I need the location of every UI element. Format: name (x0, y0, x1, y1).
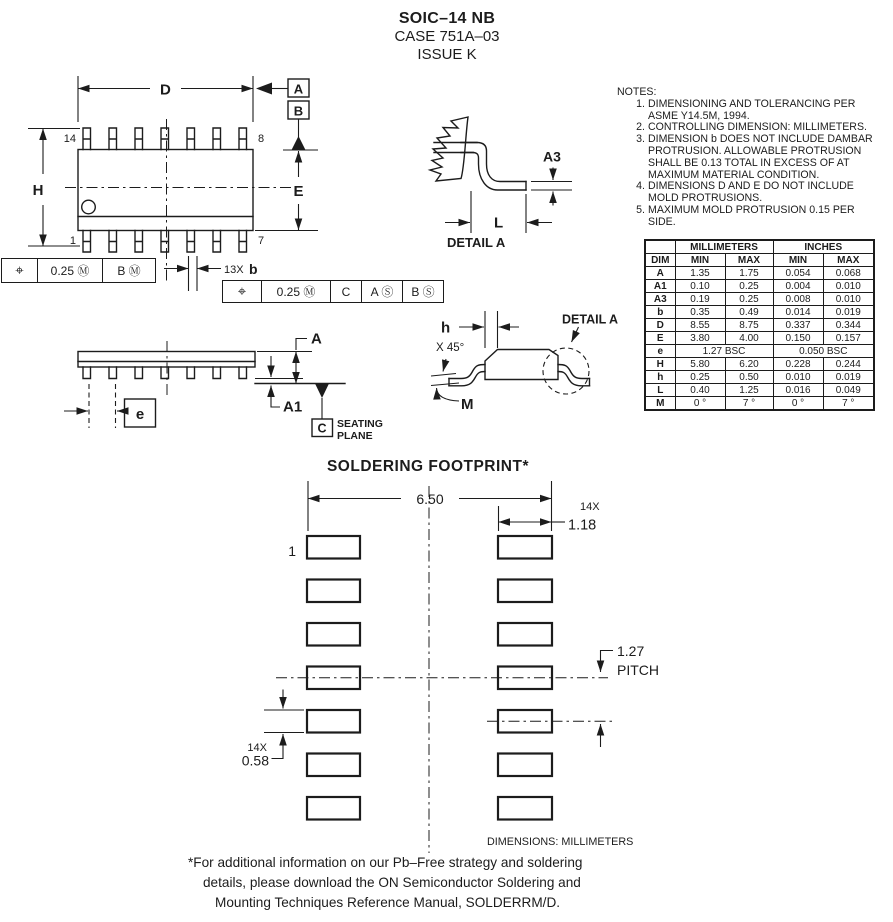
dim-pad-height (242, 690, 304, 769)
note-item-5: 5. MAXIMUM MOLD PROTRUSION 0.15 PER SIDE. (636, 203, 855, 228)
seating-plane-text-1: SEATING (337, 418, 383, 430)
title-block (280, 9, 614, 64)
pad-height-value: 0.58 (241, 752, 269, 769)
footer-line: Mounting Techniques Reference Manual, SOLDERRM/D. (215, 895, 561, 910)
units-note: DIMENSIONS: MILLIMETERS (487, 836, 634, 848)
solder-pad (498, 623, 552, 646)
table-row: D 8.55 8.75 0.337 0.344 (645, 319, 874, 332)
dim-label-l: L (494, 214, 504, 232)
note-text: MAXIMUM MOLD PROTRUSION 0.15 PER SIDE. (648, 203, 855, 228)
pin1-indicator (82, 200, 96, 214)
pad-width-count: 14X (580, 501, 600, 513)
note-item-2: 2. CONTROLLING DIMENSION: MILLIMETERS. (636, 121, 867, 134)
dim-h-chamfer (436, 311, 519, 354)
pin-number-14: 14 (63, 133, 76, 145)
datum-c-cell: C (330, 281, 361, 302)
pin-number-7: 7 (258, 235, 265, 247)
solder-pad (498, 754, 552, 777)
soldering-footprint-title: SOLDERING FOOTPRINT* (326, 458, 530, 475)
note-text: DIMENSION b DOES NOT INCLUDE DAMBAR PROTRUSION. ALLOWABLE PROTRUSION SHALL BE 0.13 TOTAL IN EXCESS OF AT MAXIMUM MATERIAL CONDITION. (648, 133, 873, 181)
end-body (485, 350, 558, 380)
table-row: M 0 ° 7 ° 0 ° 7 ° (645, 397, 874, 411)
mm-group-header: MILLIMETERS (675, 240, 773, 254)
pad-height-count: 14X (247, 742, 267, 754)
position-symbol-icon: ⌖ (15, 262, 24, 279)
table-row: A3 0.19 0.25 0.008 0.010 (645, 293, 874, 306)
seating-plane-text-2: PLANE (337, 430, 373, 442)
table-group-header-row (645, 240, 874, 254)
feature-control-frame-left (1, 258, 156, 283)
package-body (78, 128, 253, 252)
solder-pad (307, 754, 360, 777)
lead-width-label: b (249, 261, 258, 277)
datum-b-label: B (293, 103, 304, 119)
table-row: h 0.25 0.50 0.010 0.019 (645, 371, 874, 384)
table-row: E 3.80 4.00 0.150 0.157 (645, 332, 874, 345)
dim-overall-width (308, 481, 552, 531)
position-symbol-icon: ⌖ (237, 283, 247, 300)
dim-E (255, 150, 318, 231)
dim-label-m: M (461, 396, 474, 413)
side-leads (83, 367, 247, 379)
datum-a-cell: A Ⓢ (361, 281, 402, 302)
page-title: SOIC–14 NB (398, 10, 496, 27)
footer-line: details, please download the ON Semiconductor Soldering and (203, 875, 581, 890)
note-item-3: 3. DIMENSION b DOES NOT INCLUDE DAMBAR PROTRUSION. ALLOWABLE PROTRUSION SHALL BE 0.13 TOTAL IN EXCESS OF AT MAXIMUM MATERIAL CONDITION. (636, 133, 873, 181)
detail-a-caption: DETAIL A (447, 235, 506, 250)
datum-c-label: C (317, 421, 327, 436)
chamfer-angle-label: X 45° (436, 342, 465, 354)
dim-pitch (601, 643, 660, 747)
dim-A (257, 331, 322, 384)
note-text: CONTROLLING DIMENSION: MILLIMETERS. (648, 121, 867, 134)
table-row: L 0.40 1.25 0.016 0.049 (645, 384, 874, 397)
package-side-view (0, 330, 390, 452)
bottom-pins (83, 231, 247, 253)
footer-line: *For additional information on our Pb–Free strategy and soldering (188, 855, 583, 870)
pin-number-8: 8 (258, 133, 265, 145)
feature-control-frame-bottom (222, 280, 444, 303)
dim-e-pitch (64, 384, 156, 428)
lead-detail-view (400, 95, 645, 260)
dim-D (78, 76, 253, 122)
dim-label-a3: A3 (543, 148, 561, 165)
lead-through-lines (434, 143, 477, 153)
solder-pad (498, 536, 552, 559)
table-row-e: e 1.27 BSC 0.050 BSC (645, 345, 874, 358)
issue-revision: ISSUE K (417, 46, 477, 63)
pitch-value: 1.27 (617, 643, 645, 659)
dim-label-a1: A1 (283, 398, 303, 416)
datum-b-cell: B Ⓢ (402, 281, 443, 302)
lead-bend-profile (461, 143, 526, 191)
dim-label-e-pitch: e (135, 406, 145, 423)
datum-cell: B Ⓜ (102, 259, 155, 282)
note-text: DIMENSIONS D AND E DO NOT INCLUDE MOLD PROTRUSIONS. (648, 180, 854, 205)
dim-label-d: D (160, 81, 171, 99)
tolerance-cell: 0.25 Ⓜ (37, 259, 102, 282)
detail-a-ref-label: DETAIL A (562, 312, 619, 327)
table-row: H 5.80 6.20 0.228 0.244 (645, 358, 874, 371)
seating-plane (255, 384, 383, 443)
solder-pad (498, 580, 552, 603)
dim-label-h-chamfer: h (441, 319, 451, 337)
dim-A3 (531, 149, 572, 206)
note-text: DIMENSIONING AND TOLERANCING PER ASME Y14.5M, 1994. (648, 97, 856, 122)
top-pins (83, 128, 247, 150)
dim-label-e: E (293, 183, 304, 200)
pitch-word: PITCH (617, 662, 659, 678)
pin-number-1: 1 (69, 235, 76, 247)
lead-count-label: 13X (224, 264, 244, 276)
solder-pad (307, 536, 360, 559)
detail-a-circle (543, 348, 589, 394)
dim-label-h: H (32, 182, 44, 199)
dim-pad-width (499, 501, 601, 534)
in-group-header: INCHES (773, 240, 874, 254)
pad-width-value: 1.18 (568, 517, 597, 534)
tolerance-cell: 0.25 Ⓜ (261, 281, 330, 302)
body-break-outline (430, 117, 468, 181)
seating-plane-triangle (315, 384, 329, 399)
notes-block (617, 87, 893, 229)
notes-heading: NOTES: (617, 86, 657, 98)
footer-note (188, 853, 582, 913)
solder-pad (307, 797, 360, 820)
solder-pad (498, 797, 552, 820)
table-row: A1 0.10 0.25 0.004 0.010 (645, 280, 874, 293)
solder-pad (307, 623, 360, 646)
table-header-row: DIM MIN MAX MIN MAX (645, 254, 874, 267)
case-number: CASE 751A–03 (394, 28, 500, 45)
footprint-pin1-label: 1 (288, 543, 296, 559)
table-row: b 0.35 0.49 0.014 0.019 (645, 306, 874, 319)
solder-pad (307, 710, 360, 733)
dim-label-a: A (311, 330, 322, 348)
datum-a-label: A (293, 81, 304, 97)
overall-width-value: 6.50 (416, 491, 444, 507)
solder-pad (307, 580, 360, 603)
note-item-4: 4. DIMENSIONS D AND E DO NOT INCLUDE MOLD PROTRUSIONS. (636, 180, 854, 205)
dim-L (445, 191, 552, 233)
soldering-footprint (230, 478, 680, 860)
dimension-table (644, 239, 875, 411)
table-row: A 1.35 1.75 0.054 0.068 (645, 267, 874, 280)
note-item-1: 1. DIMENSIONING AND TOLERANCING PER ASME Y14.5M, 1994. (636, 97, 856, 122)
package-end-view (425, 300, 665, 452)
end-leads (449, 365, 590, 386)
